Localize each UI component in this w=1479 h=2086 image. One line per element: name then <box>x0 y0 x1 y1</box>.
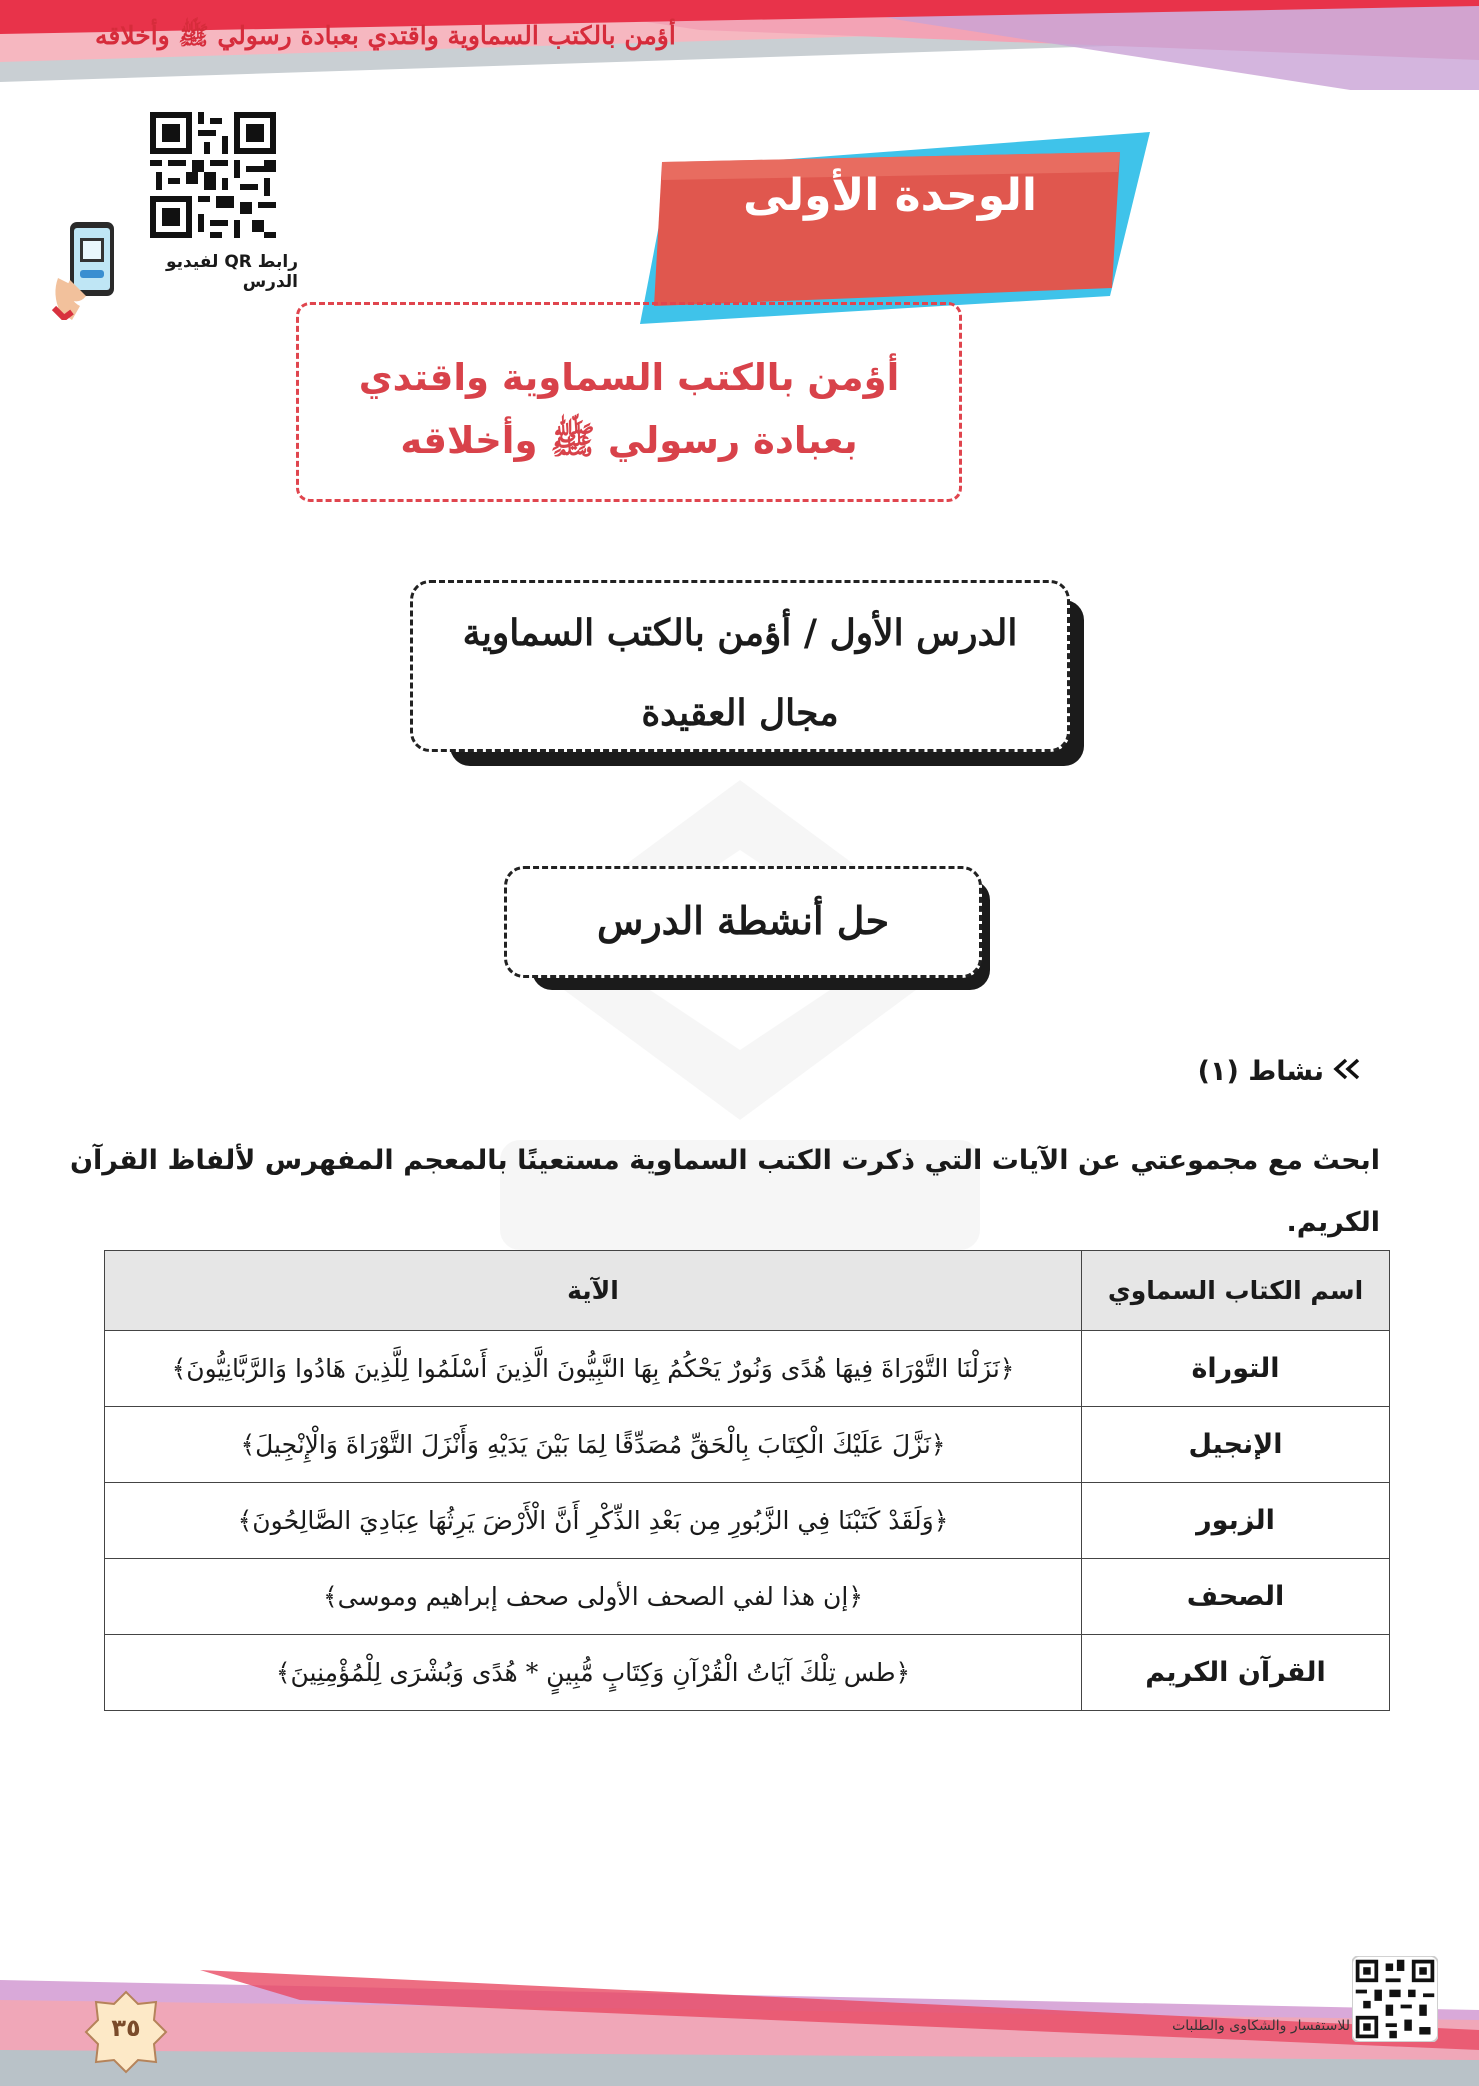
page-number: ٣٥ <box>111 2014 141 2042</box>
footer-contact-text: للاستفسار والشكاوى والطلبات <box>1172 2018 1350 2034</box>
activities-title: حل أنشطة الدرس <box>596 898 890 943</box>
verse-text: ﴿وَلَقَدْ كَتَبْنَا فِي الزَّبُورِ مِن بَعْدِ الذِّكْرِ أَنَّ الْأَرْضَ يَرِثُهَا عِبَادِيَ الصَّالِحُونَ﴾ <box>105 1483 1082 1559</box>
lesson-field: مجال العقيدة <box>641 692 839 734</box>
qr-code-icon <box>150 112 276 238</box>
book-name: الصحف <box>1082 1559 1390 1635</box>
lesson-title: الدرس الأول / أؤمن بالكتب السماوية <box>462 612 1018 654</box>
subject-title-line-1: أؤمن بالكتب السماوية واقتدي <box>358 356 900 399</box>
verse-text: ﴿نَزَلْنَا التَّوْرَاةَ فِيهَا هُدًى وَنُورٌ يَحْكُمُ بِهَا النَّبِيُّونَ الَّذِينَ أَسْلَمُوا لِلَّذِينَ هَادُوا وَالرَّبَّانِيُّونَ﴾ <box>105 1331 1082 1407</box>
header-book-name: اسم الكتاب السماوي <box>1082 1251 1390 1331</box>
footer-qr-code-icon <box>1352 1956 1438 2042</box>
verse-text: ﴿نَزَّلَ عَلَيْكَ الْكِتَابَ بِالْحَقِّ مُصَدِّقًا لِمَا بَيْنَ يَدَيْهِ وَأَنْزَلَ التَّوْرَاةَ وَالْإِنْجِيلَ﴾ <box>105 1407 1082 1483</box>
table-row <box>105 1331 1390 1407</box>
subject-frame <box>296 302 962 502</box>
table-row <box>105 1559 1390 1635</box>
running-header-title: أؤمن بالكتب السماوية واقتدي بعبادة رسولي ﷺ وأخلاقه <box>95 21 676 50</box>
phone-hand-icon <box>50 220 122 320</box>
activity-heading-text: نشاط (١) <box>1197 1056 1324 1087</box>
qr-caption: رابط QR لفيديو الدرس <box>165 252 298 292</box>
activity-instruction: ابحث مع مجموعتي عن الآيات التي ذكرت الكتب السماوية مستعينًا بالمعجم المفهرس لألفاظ القرآن الكريم. <box>70 1145 1380 1238</box>
books-table <box>104 1250 1390 1711</box>
table-row <box>105 1483 1390 1559</box>
unit-title: الوحدة الأولى <box>743 170 1037 221</box>
book-name: الزبور <box>1082 1483 1390 1559</box>
double-chevron-icon <box>1332 1056 1360 1087</box>
footer-decoration <box>0 1940 1479 2086</box>
book-name: التوراة <box>1082 1331 1390 1407</box>
verse-text: ﴿إن هذا لفي الصحف الأولى صحف إبراهيم وموسى﴾ <box>105 1559 1082 1635</box>
header-verse: الآية <box>105 1251 1082 1331</box>
verse-text: ﴿طس تِلْكَ آيَاتُ الْقُرْآنِ وَكِتَابٍ مُّبِينٍ * هُدًى وَبُشْرَى لِلْمُؤْمِنِينَ﴾ <box>105 1635 1082 1711</box>
table-row <box>105 1635 1390 1711</box>
table-header-row <box>105 1251 1390 1331</box>
table-row <box>105 1407 1390 1483</box>
activity-heading <box>1060 1056 1360 1096</box>
book-name: الإنجيل <box>1082 1407 1390 1483</box>
subject-title-line-2: بعبادة رسولي ﷺ وأخلاقه <box>400 419 858 462</box>
book-name: القرآن الكريم <box>1082 1635 1390 1711</box>
